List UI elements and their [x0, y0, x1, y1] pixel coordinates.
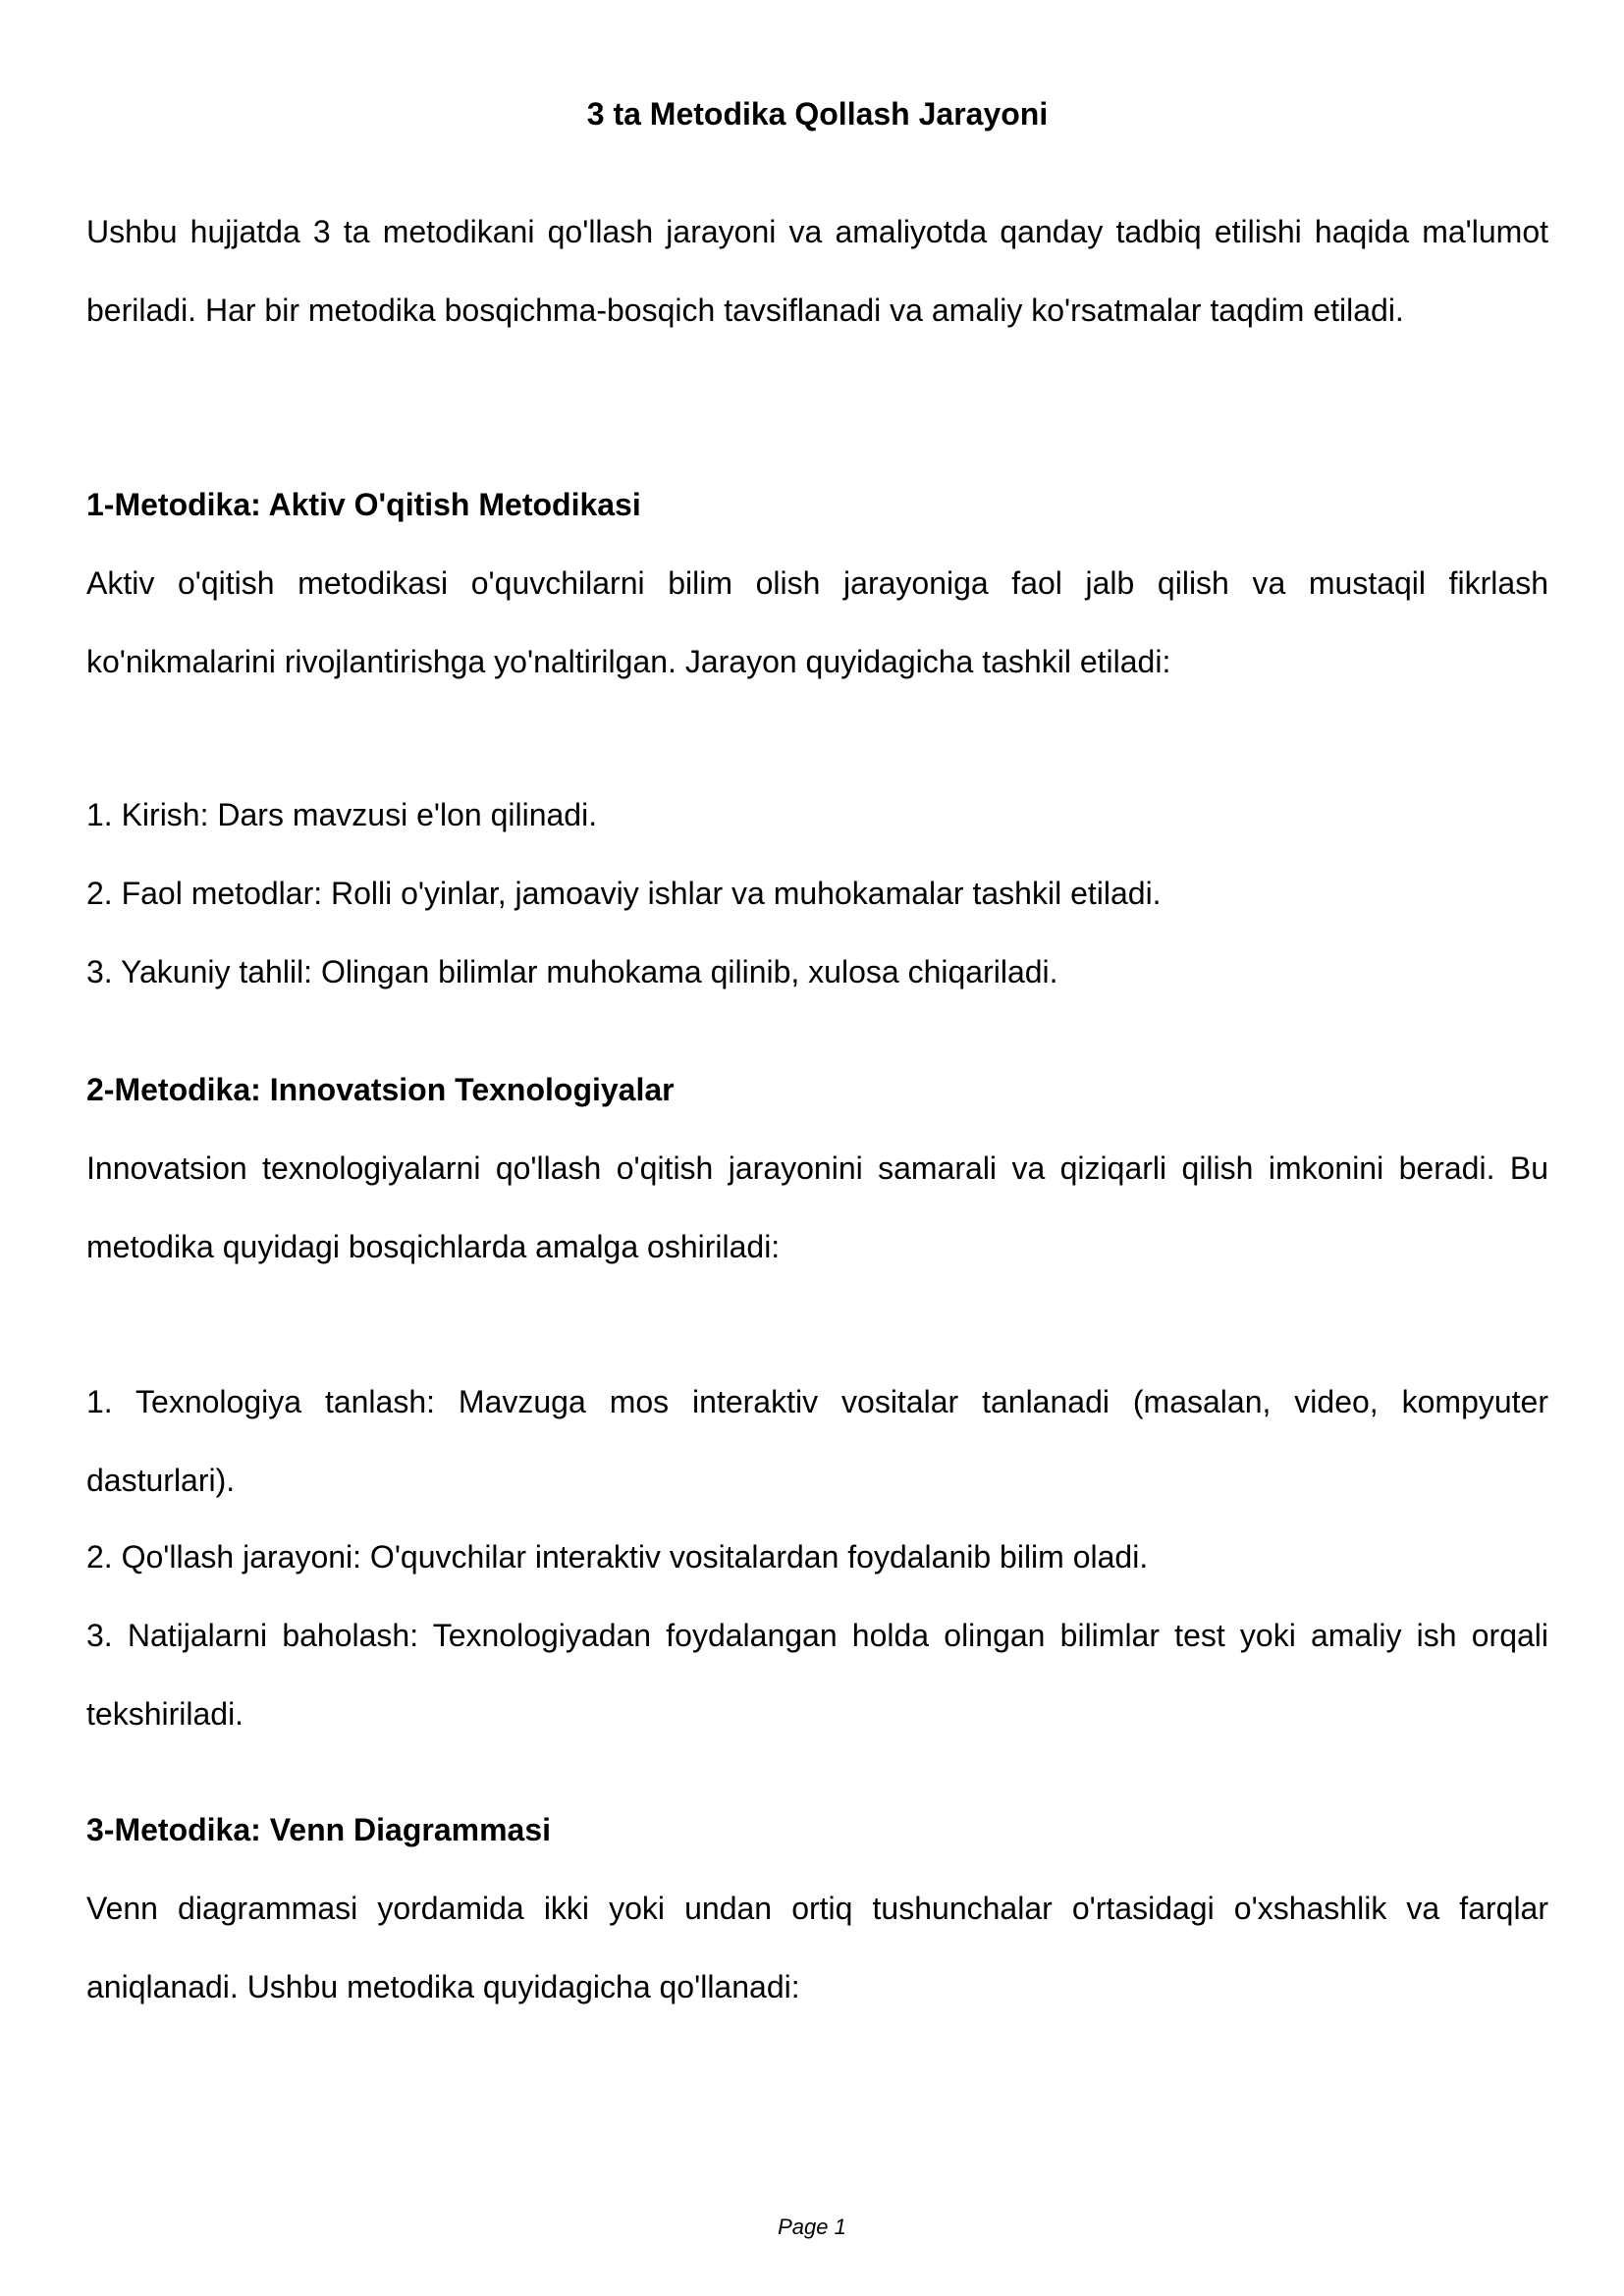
section-2-step-2: 2. Qo'llash jarayoni: O'quvchilar interaktiv vositalardan foydalanib bilim oladi.: [86, 1539, 1149, 1575]
section-1-description: Aktiv o'qitish metodikasi o'quvchilarni bilim olish jarayoniga faol jalb qilish va mustaqil fikrlash ko'nikmalarini rivojlantirishga yo'naltirilgan. Jarayon quyidagicha tashkil etiladi:: [86, 565, 1548, 679]
section-1-step-3: 3. Yakuniy tahlil: Olingan bilimlar muhokama qilinib, xulosa chiqariladi.: [86, 954, 1058, 989]
section-3-heading: 3-Metodika: Venn Diagrammasi: [86, 1812, 552, 1847]
section-1-heading: 1-Metodika: Aktiv O'qitish Metodikasi: [86, 487, 641, 522]
section-1-step-2: 2. Faol metodlar: Rolli o'yinlar, jamoaviy ishlar va muhokamalar tashkil etiladi.: [86, 876, 1162, 911]
section-2-description: Innovatsion texnologiyalarni qo'llash o'qitish jarayonini samarali va qiziqarli qilish imkonini beradi. Bu metodika quyidagi bosqichlarda amalga oshiriladi:: [86, 1150, 1548, 1264]
page-number: Page 1: [778, 2215, 846, 2239]
section-2-step-1: 1. Texnologiya tanlash: Mavzuga mos interaktiv vositalar tanlanadi (masalan, video, kompyuter dasturlari).: [86, 1384, 1548, 1498]
section-3-description: Venn diagrammasi yordamida ikki yoki undan ortiq tushunchalar o'rtasidagi o'xshashlik va farqlar aniqlanadi. Ushbu metodika quyidagicha qo'llanadi:: [86, 1891, 1548, 2004]
section-2-step-3: 3. Natijalarni baholash: Texnologiyadan foydalangan holda olingan bilimlar test yoki amaliy ish orqali tekshiriladi.: [86, 1618, 1548, 1732]
section-2-heading: 2-Metodika: Innovatsion Texnologiyalar: [86, 1072, 675, 1107]
section-1-step-1: 1. Kirish: Dars mavzusi e'lon qilinadi.: [86, 797, 598, 832]
document-title: 3 ta Metodika Qollash Jarayoni: [586, 96, 1049, 132]
intro-paragraph: Ushbu hujjatda 3 ta metodikani qo'llash jarayoni va amaliyotda qanday tadbiq etilishi haqida ma'lumot beriladi. Har bir metodika bosqichma-bosqich tavsiflanadi va amaliy ko'rsatmalar taqdim etiladi.: [86, 214, 1548, 328]
